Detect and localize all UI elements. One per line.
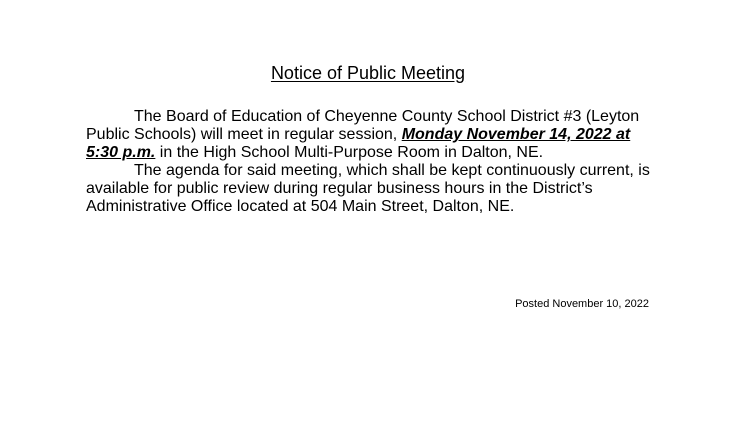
notice-title: Notice of Public Meeting xyxy=(270,63,466,83)
posted-date: Posted November 10, 2022 xyxy=(515,298,649,310)
notice-body xyxy=(86,108,658,216)
agenda-availability-paragraph: The agenda for said meeting, which shall be kept continuously current, is available for public review during regular business hours in the District’s Administrative Office located at 504 Main Street, Dalton, NE. xyxy=(86,162,650,215)
meeting-details-paragraph xyxy=(86,108,658,162)
meeting-details-intro: The Board of Education of Cheyenne County School District #3 (Leyton Public Schools) will meet in regular session, xyxy=(86,108,640,143)
meeting-date-time: Monday November 14, 2022 at 5:30 p.m. xyxy=(86,126,631,161)
meeting-location: in the High School Multi-Purpose Room in Dalton, NE. xyxy=(155,144,544,161)
